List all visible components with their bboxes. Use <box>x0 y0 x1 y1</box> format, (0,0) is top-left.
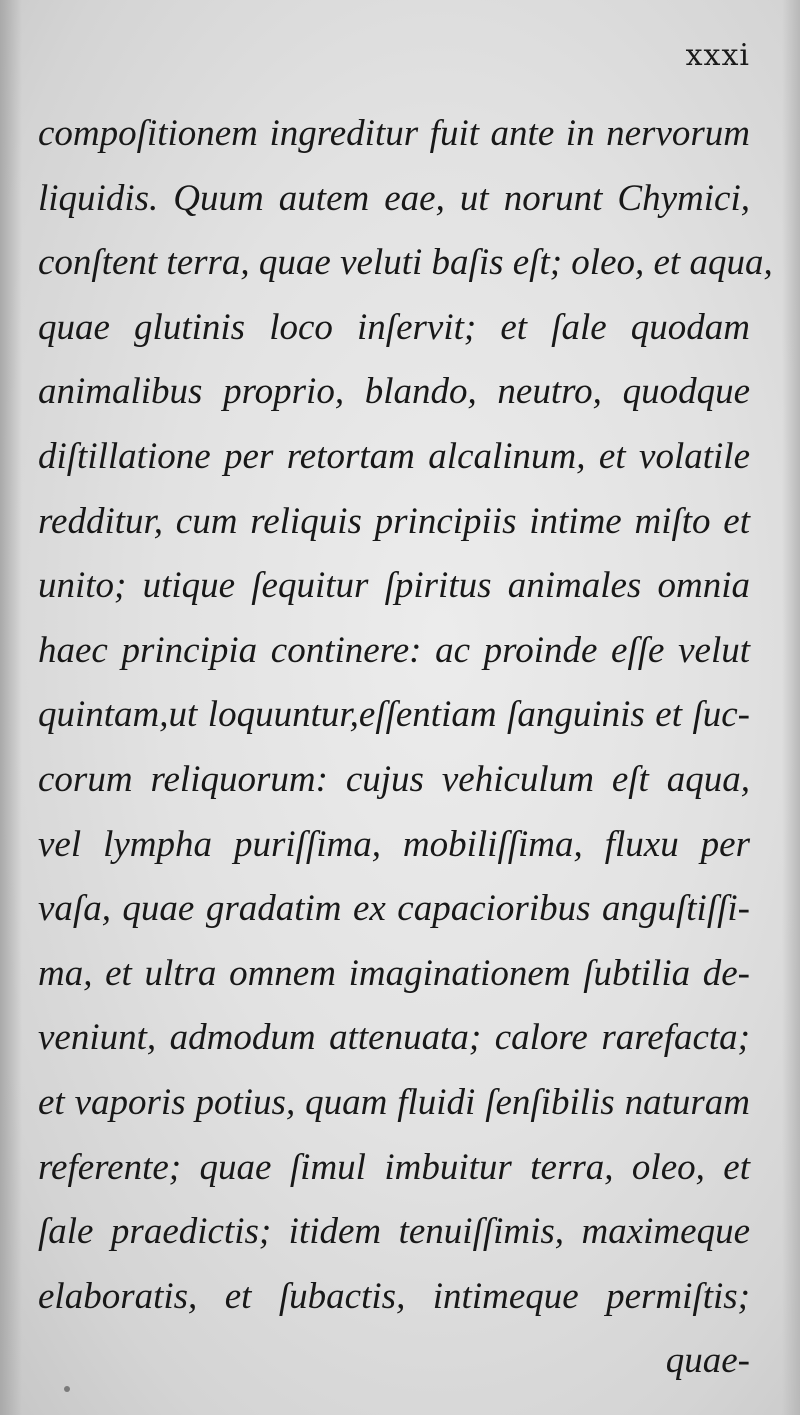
text-line: ſale praedictis; itidem tenuiſſimis, maximeque <box>38 1211 750 1253</box>
text-line: vel lympha puriſſima, mobiliſſima, fluxu per <box>38 823 750 865</box>
page-edge-shadow <box>782 0 800 1415</box>
text-line: et vaporis potius, quam fluidi ſenſibilis naturam <box>38 1081 750 1123</box>
page-number: xxxi <box>685 38 750 73</box>
text-line: conſtent terra, quae veluti baſis eſt; oleo, et aqua, <box>38 242 773 284</box>
text-line: elaboratis, et ſubactis, intimeque permiſtis; <box>38 1275 750 1317</box>
text-line: vaſa, quae gradatim ex capacioribus anguſtiſſi- <box>38 888 750 930</box>
paper-speck <box>64 1386 70 1392</box>
text-line: quintam,ut loquuntur,eſſentiam ſanguinis et ſuc- <box>38 694 750 736</box>
text-line: unito; utique ſequitur ſpiritus animales omnia <box>38 565 750 607</box>
body-text <box>38 102 773 1394</box>
text-line: redditur, cum reliquis principiis intime miſto et <box>38 500 750 542</box>
text-line: diſtillatione per retortam alcalinum, et volatile <box>38 435 750 477</box>
text-line: veniunt, admodum attenuata; calore rarefacta; <box>38 1017 750 1059</box>
text-line: corum reliquorum: cujus vehiculum eſt aqua, <box>38 758 750 800</box>
text-line: liquidis. Quum autem eae, ut norunt Chymici, <box>38 177 750 219</box>
catchword: quae- <box>665 1340 750 1382</box>
text-line: compoſitionem ingreditur fuit ante in nervorum <box>38 113 750 154</box>
text-line: referente; quae ſimul imbuitur terra, oleo, et <box>38 1146 750 1188</box>
text-line: ma, et ultra omnem imaginationem ſubtilia de- <box>38 952 750 994</box>
text-line: animalibus proprio, blando, neutro, quodque <box>38 371 750 413</box>
page-gutter-shadow <box>0 0 22 1415</box>
text-line: quae glutinis loco inſervit; et ſale quodam <box>38 306 750 348</box>
text-line: haec principia continere: ac proinde eſſe velut <box>38 629 750 671</box>
